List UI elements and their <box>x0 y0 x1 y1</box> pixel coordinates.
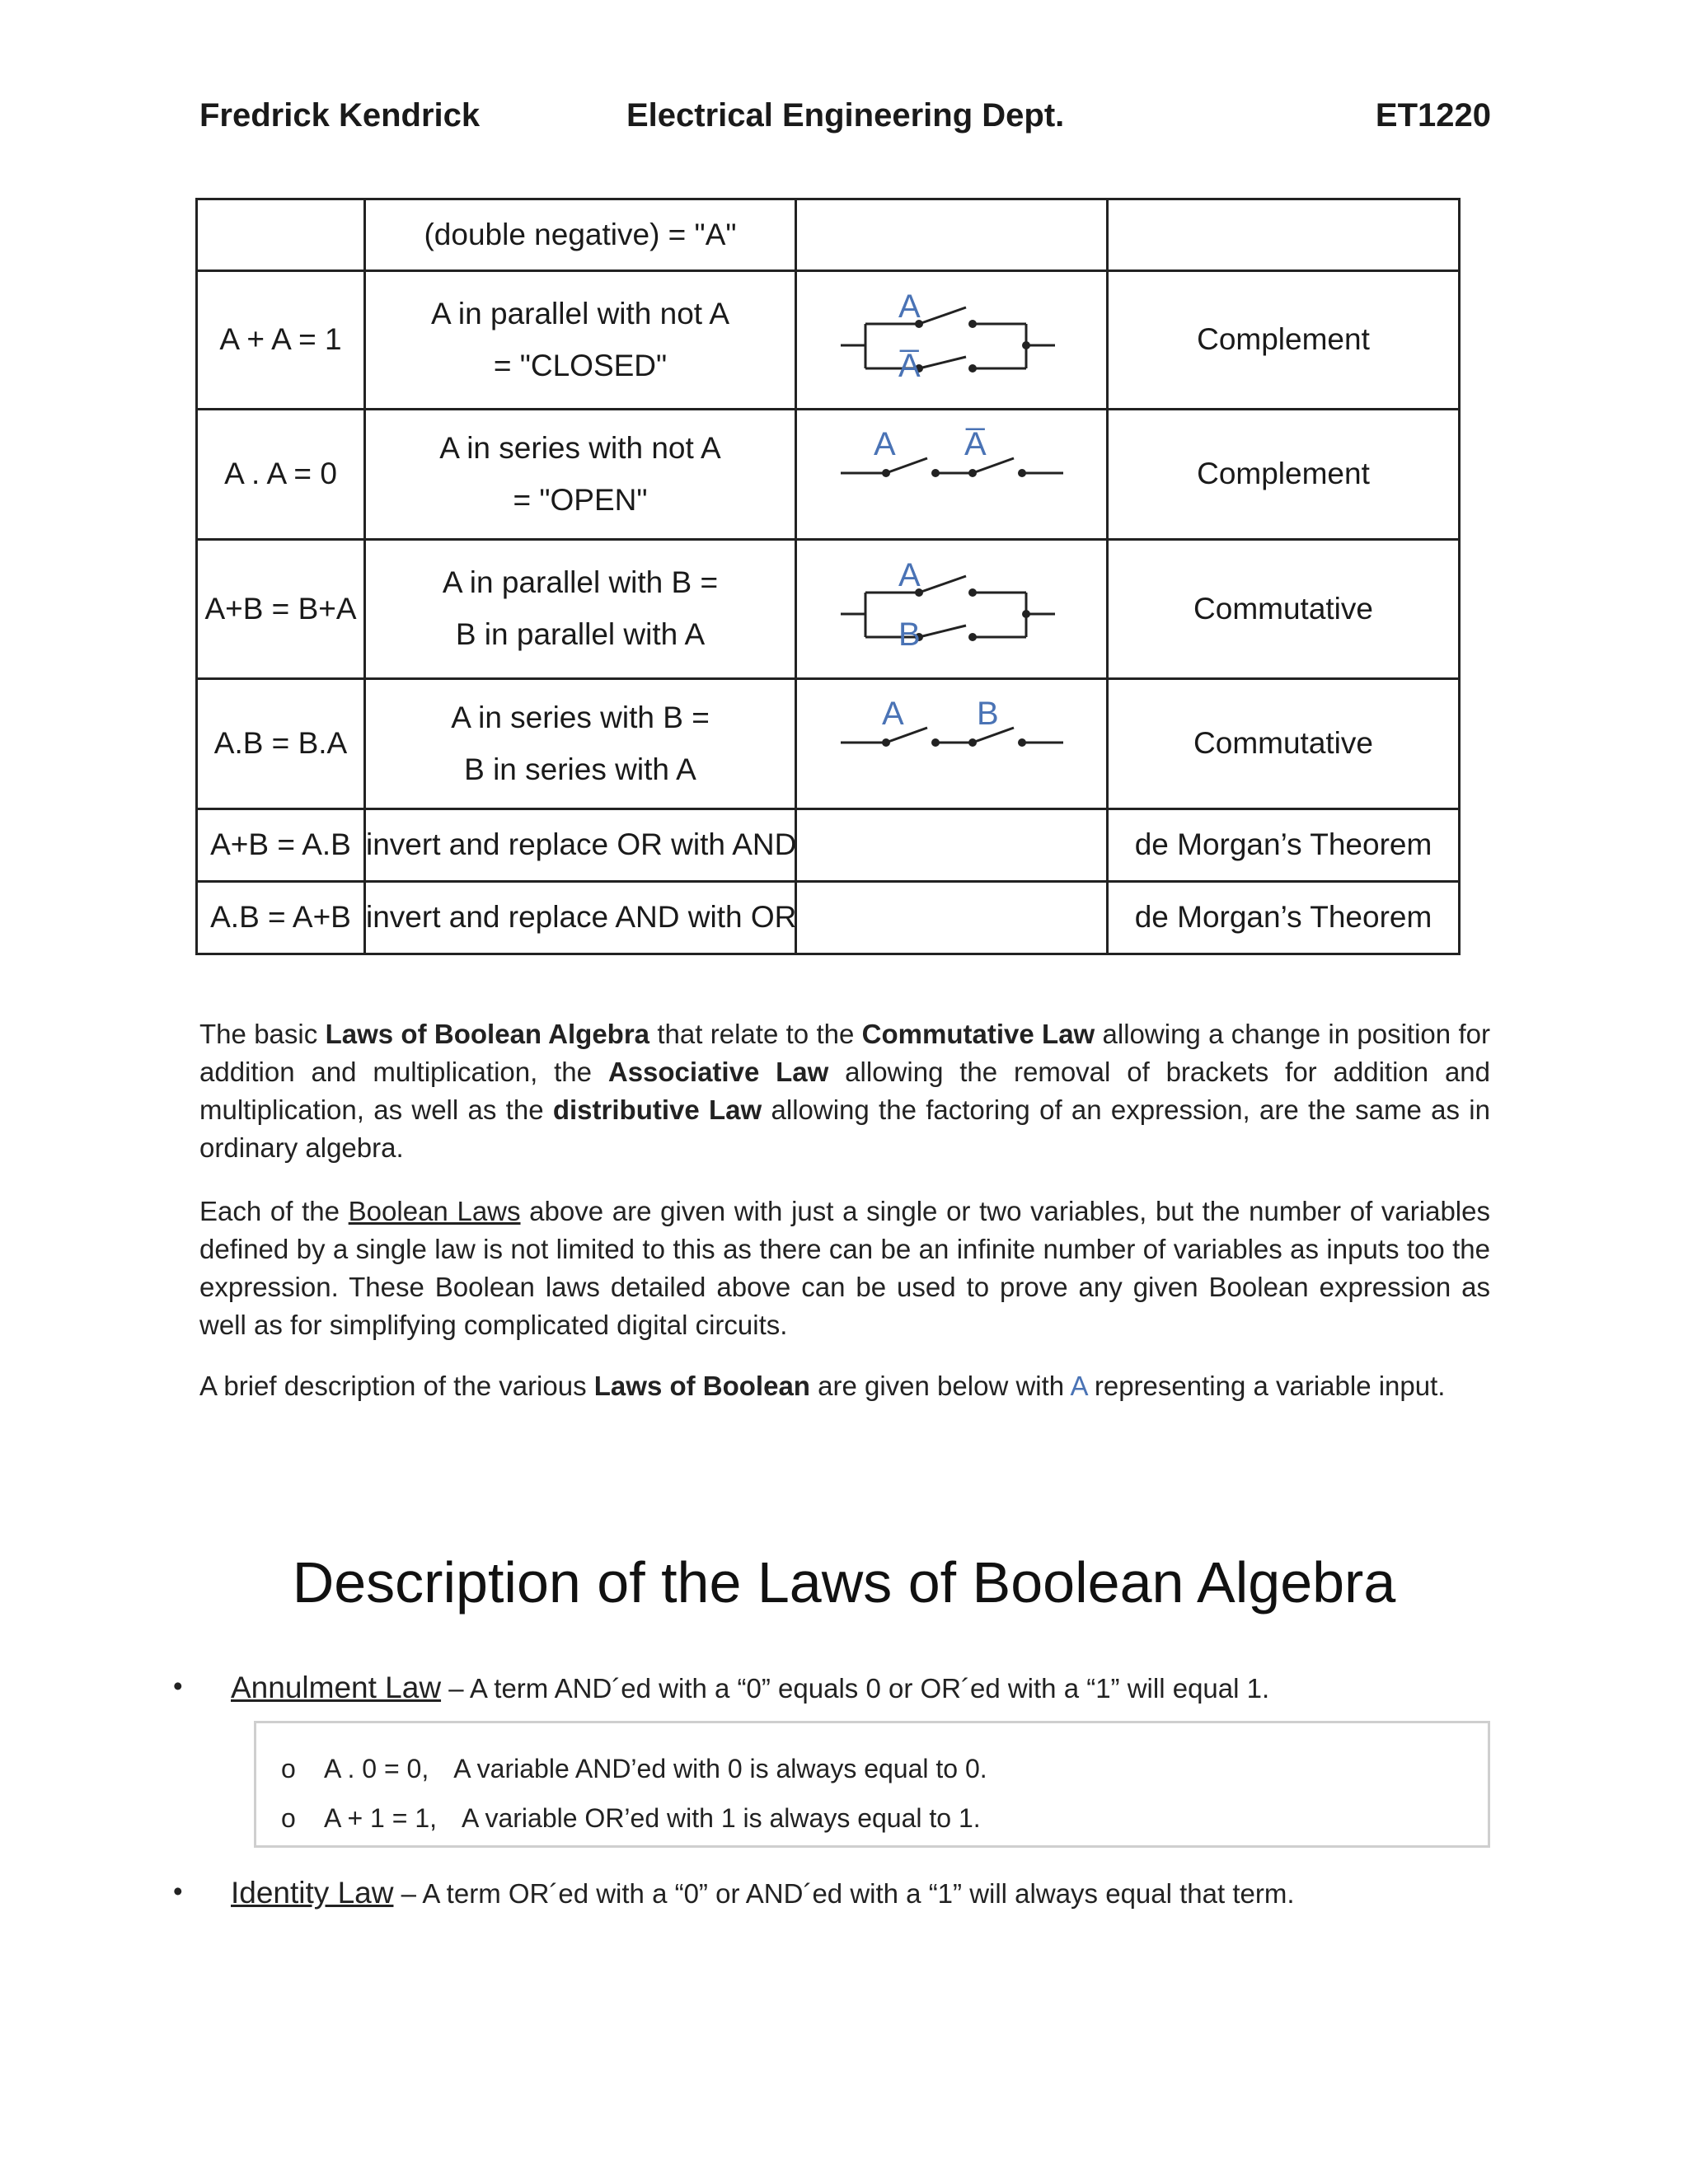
department-name: Electrical Engineering Dept. <box>626 97 1065 134</box>
description-cell: (double negative) = "A" <box>365 199 796 271</box>
switch-label-second: B <box>976 696 999 732</box>
equation: A . 0 = 0, <box>324 1754 429 1783</box>
law-name-cell: de Morgan’s Theorem <box>1108 809 1460 882</box>
law-name-cell: Commutative <box>1108 540 1460 679</box>
series-switch-diagram <box>841 425 1063 491</box>
diagram-cell <box>796 809 1108 882</box>
description-line-2: = "OPEN" <box>513 482 648 517</box>
description-line-2: B in series with A <box>464 752 696 786</box>
law-name-cell: Complement <box>1108 410 1460 540</box>
parallel-switch-diagram <box>841 291 1063 390</box>
description-line-2: B in parallel with A <box>455 617 706 651</box>
text-run: above are given with just a single or two variables, but the number of variables defined by a single law is not limited to this as there can be an infinite number of variables as inputs too the expression. These Boolean laws detailed above can be used to prove any given Boolean expression as well as for simplifying complicated digital circuits. <box>199 1196 1490 1340</box>
parallel-switch-diagram <box>841 560 1063 658</box>
law-name-cell: de Morgan’s Theorem <box>1108 882 1460 954</box>
annulment-examples-box <box>254 1721 1490 1848</box>
diagram-cell <box>796 679 1108 809</box>
intro-paragraph <box>199 1015 1490 1167</box>
table-row <box>197 199 1460 271</box>
text-run: Each of the <box>199 1196 349 1226</box>
circle-marker: o <box>281 1803 296 1833</box>
bold-term: Laws of Boolean <box>593 1371 810 1401</box>
series-switch-diagram <box>841 695 1063 761</box>
description-cell <box>365 679 796 809</box>
table-row <box>197 679 1460 809</box>
bold-term: Laws of Boolean Algebra <box>325 1019 650 1049</box>
text-run: are given below with <box>809 1371 1071 1401</box>
bullet-dot: • <box>173 1671 183 1701</box>
list-item-text: – A term OR´ed with a “0” or AND´ed with a “1” will always equal that term. <box>393 1878 1295 1909</box>
description-line-1: A in parallel with B = <box>442 565 719 600</box>
text-run: that relate to the <box>649 1019 862 1049</box>
switch-label-top: A <box>898 560 921 593</box>
law-name-cell: Commutative <box>1108 679 1460 809</box>
text-run: allowing the factoring of an expression, are the same as in ordinary algebra. <box>199 1094 1490 1163</box>
bold-term: distributive Law <box>552 1094 762 1125</box>
equation-description: A variable AND’ed with 0 is always equal to 0. <box>453 1754 987 1783</box>
sub-list-item <box>281 1803 981 1834</box>
diagram-cell <box>796 199 1108 271</box>
diagram-cell <box>796 540 1108 679</box>
expression-cell: A+B = B+A <box>197 540 365 679</box>
diagram-cell <box>796 882 1108 954</box>
expression-cell: A.B = A+B <box>197 882 365 954</box>
expression-cell: A.B = B.A <box>197 679 365 809</box>
list-item-text: – A term AND´ed with a “0” equals 0 or OR´ed with a “1” will equal 1. <box>441 1673 1270 1704</box>
diagram-cell <box>796 271 1108 410</box>
diagram-cell <box>796 410 1108 540</box>
text-run: A brief description of the various <box>199 1371 594 1401</box>
switch-label-second: A̅ <box>964 426 987 462</box>
expression-cell <box>197 199 365 271</box>
switch-label-first: A <box>873 426 896 462</box>
boolean-laws-table <box>195 198 1461 955</box>
description-cell <box>365 540 796 679</box>
description-cell: invert and replace AND with OR <box>365 882 796 954</box>
expression-cell: A+B = A.B <box>197 809 365 882</box>
law-name-cell <box>1108 199 1460 271</box>
description-cell <box>365 410 796 540</box>
table-row <box>197 271 1460 410</box>
expression-cell: A + A = 1 <box>197 271 365 410</box>
laws-paragraph <box>199 1193 1490 1344</box>
table-row <box>197 882 1460 954</box>
text-run: allowing the removal of brackets for addition and multiplication, as well as the <box>199 1057 1491 1125</box>
identity-law-link[interactable]: Identity Law <box>231 1876 394 1910</box>
brief-description-paragraph <box>199 1367 1490 1405</box>
description-line-2: = "CLOSED" <box>493 348 668 382</box>
bold-term: Associative Law <box>607 1057 829 1087</box>
expression-cell: A . A = 0 <box>197 410 365 540</box>
equation-description: A variable OR’ed with 1 is always equal to 1. <box>462 1803 981 1833</box>
switch-label-bottom: A̅ <box>898 347 921 384</box>
text-run: representing a variable input. <box>1086 1371 1446 1401</box>
page-header <box>0 97 1688 138</box>
variable-highlight: A <box>1070 1371 1087 1401</box>
law-name-cell: Complement <box>1108 271 1460 410</box>
section-title: Description of the Laws of Boolean Algebra <box>292 1550 1396 1615</box>
course-code: ET1220 <box>1375 97 1491 134</box>
equation: A + 1 = 1, <box>324 1803 437 1833</box>
description-cell: invert and replace OR with AND <box>365 809 796 882</box>
author-name: Fredrick Kendrick <box>199 97 481 134</box>
circle-marker: o <box>281 1754 296 1783</box>
sub-list-item <box>281 1754 987 1784</box>
boolean-laws-link[interactable]: Boolean Laws <box>348 1196 521 1226</box>
switch-label-top: A <box>898 290 921 325</box>
switch-label-bottom: B <box>898 616 921 653</box>
description-line-1: A in series with B = <box>451 700 710 734</box>
text-run: allowing a change in position for addition and multiplication, the <box>199 1019 1490 1087</box>
bullet-dot: • <box>173 1876 183 1906</box>
text-run: The basic <box>199 1019 326 1049</box>
table-row <box>197 410 1460 540</box>
description-line-1: A in parallel with not A <box>431 296 729 330</box>
description-cell <box>365 271 796 410</box>
table-row <box>197 540 1460 679</box>
switch-label-first: A <box>881 696 904 732</box>
bold-term: Commutative Law <box>861 1019 1095 1049</box>
table-row <box>197 809 1460 882</box>
description-line-1: A in series with not A <box>439 430 721 465</box>
annulment-law-link[interactable]: Annulment Law <box>231 1671 442 1704</box>
